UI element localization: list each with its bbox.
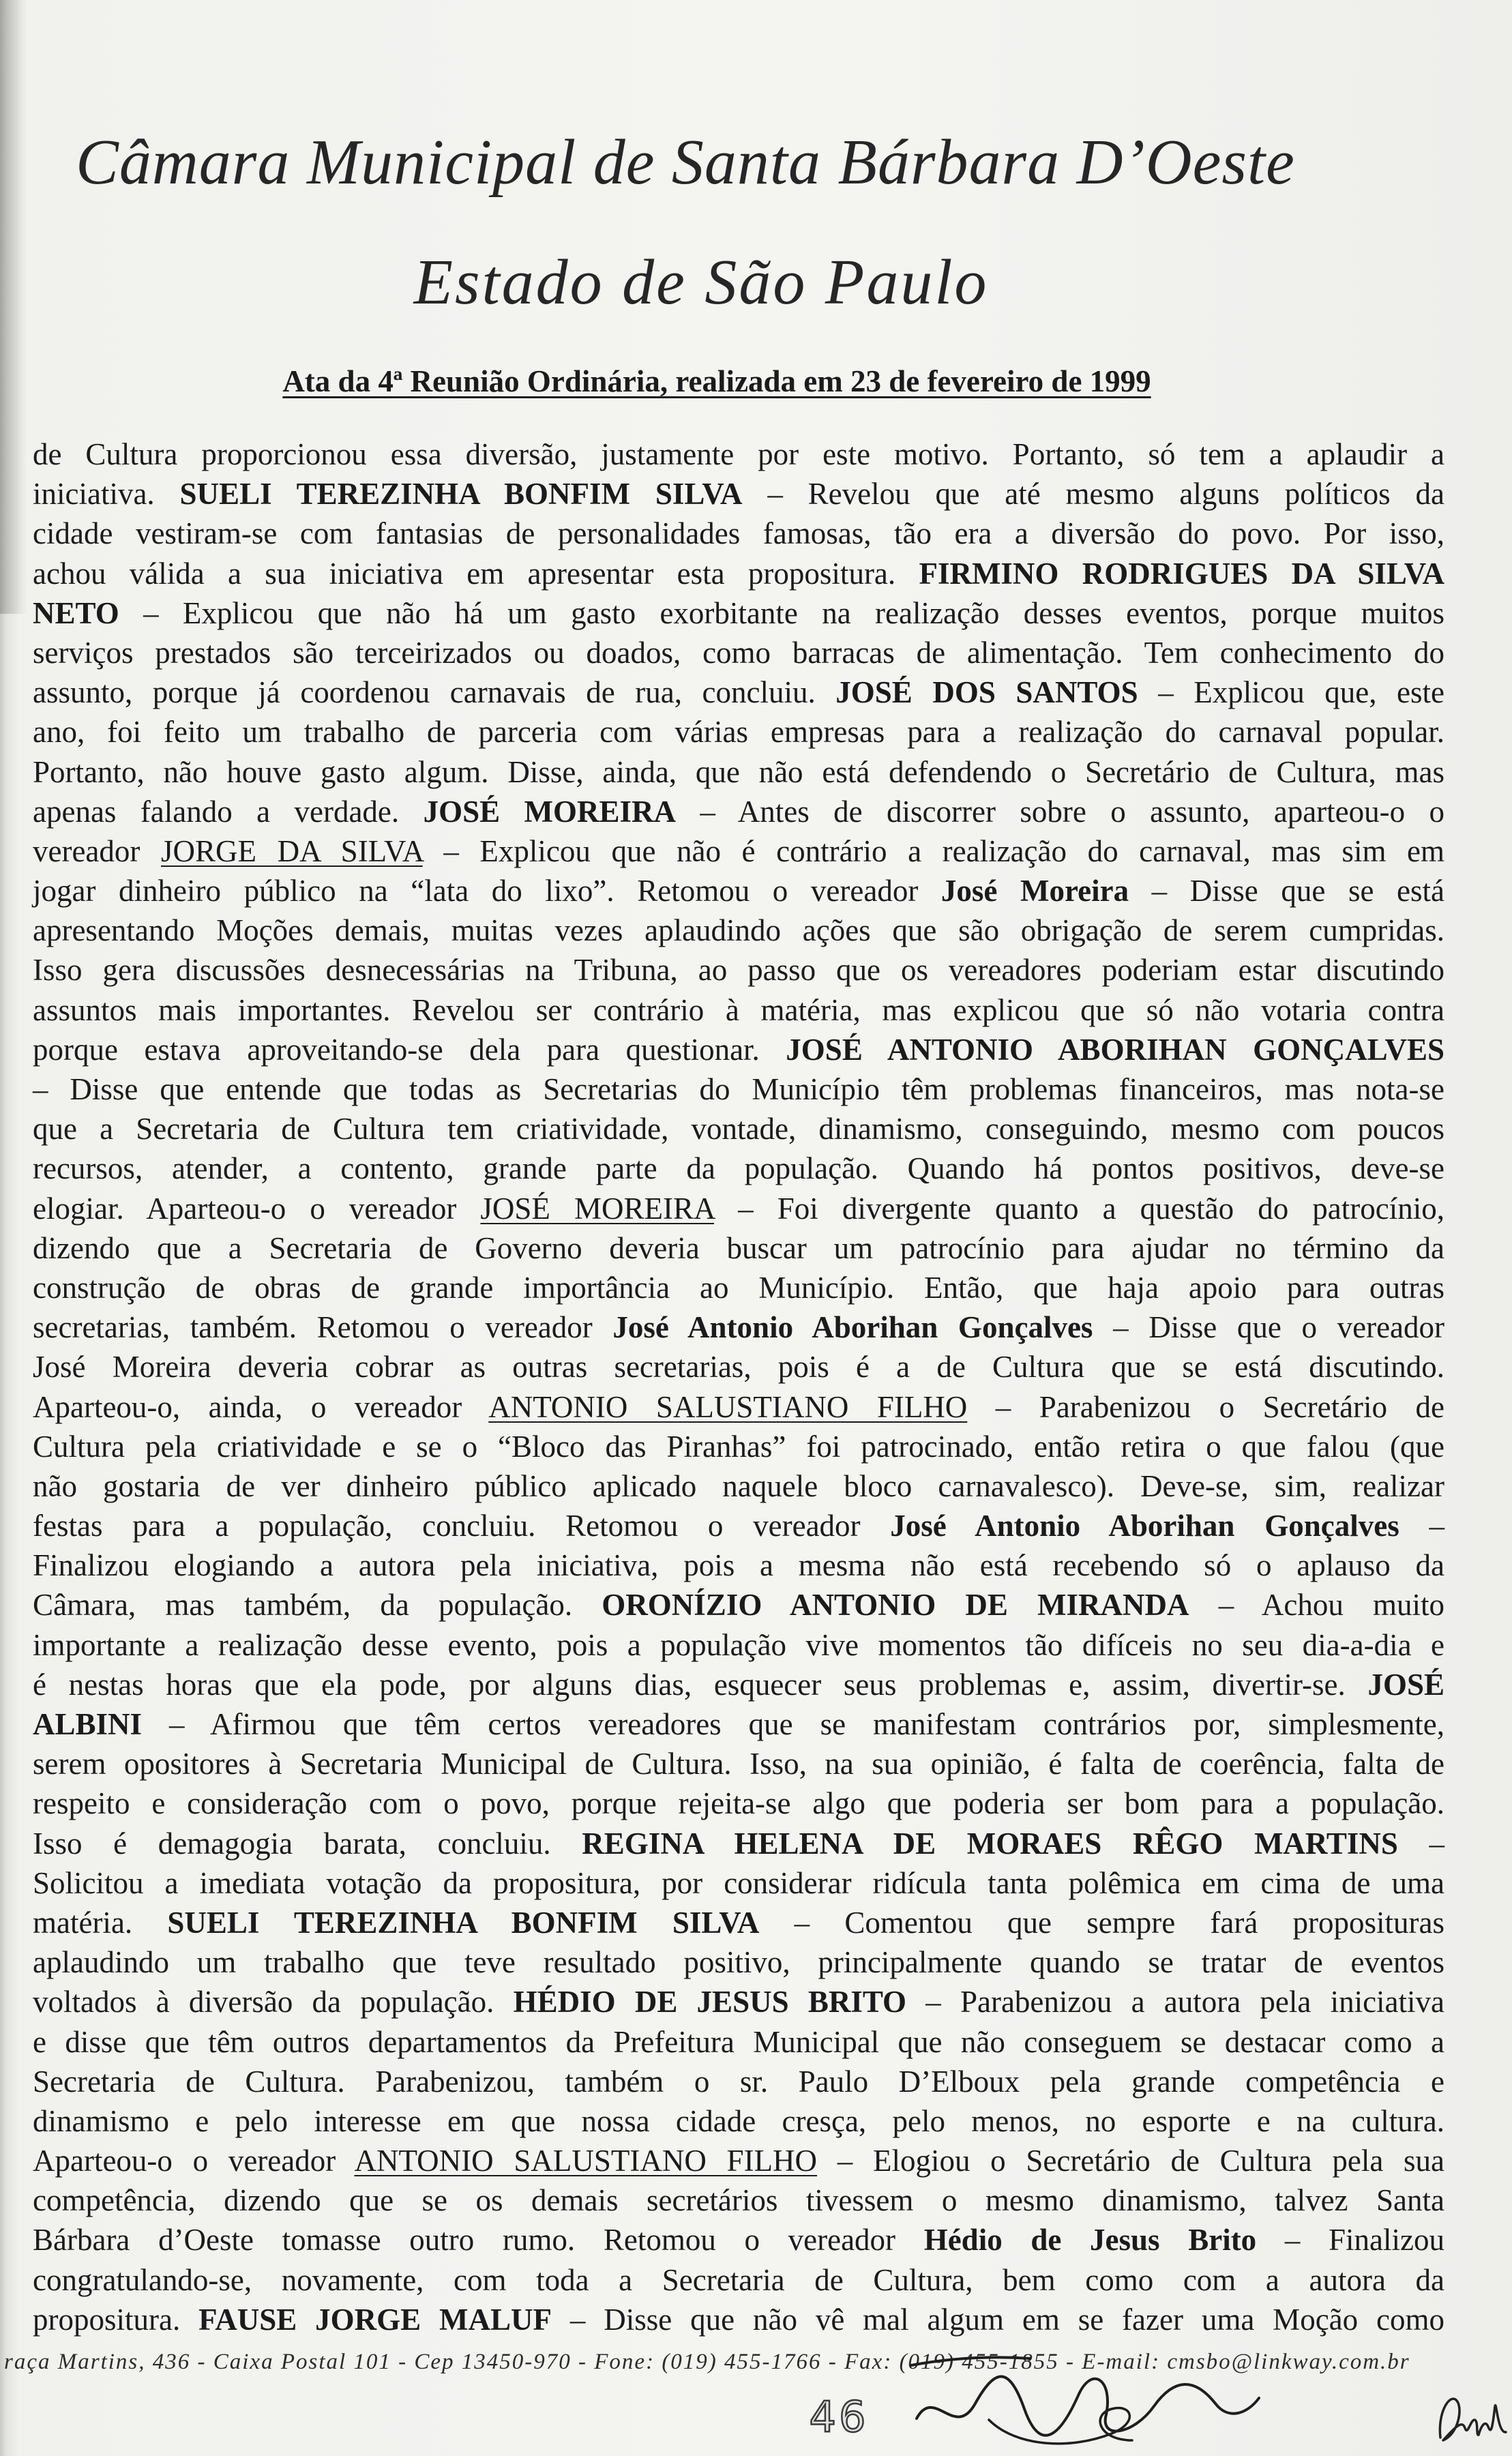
- text-run: Portanto, não houve gasto algum. Disse, ainda, que não está defendendo o Secretário de Cultura, mas: [33, 754, 1444, 789]
- speaker-name: FAUSE JORGE MALUF: [198, 2302, 552, 2337]
- body-line: [33, 1625, 1444, 1665]
- body-line-text: [33, 1030, 1444, 1069]
- body-line: [33, 1704, 1444, 1744]
- speaker-name: Hédio de Jesus Brito: [923, 2223, 1257, 2258]
- text-run: – Explicou que não há um gasto exorbitante na realização desses eventos, porque muitos: [119, 595, 1444, 630]
- body-line-text: [33, 1466, 1444, 1506]
- text-run: assuntos mais importantes. Revelou ser contrário à matéria, mas explicou que só não votaria contra: [33, 992, 1444, 1027]
- body-line: [33, 2300, 1444, 2339]
- body-line-text: [33, 2022, 1444, 2062]
- text-run: – Comentou que sempre fará proposituras: [759, 1905, 1444, 1940]
- body-line-text: [33, 911, 1444, 950]
- text-run: – Finalizou: [1256, 2223, 1444, 2258]
- body-line: [33, 2022, 1444, 2062]
- text-run: apresentando Moções demais, muitas vezes aplaudindo ações que são obrigação de serem cumpridas.: [33, 913, 1444, 948]
- text-run: – Disse que se está: [1129, 874, 1444, 908]
- body-line-text: [33, 792, 1444, 831]
- body-line: [33, 2062, 1444, 2101]
- text-run: secretarias, também. Retomou o vereador: [33, 1310, 613, 1345]
- speaker-name: JOSÉ ANTONIO ABORIHAN GONÇALVES: [786, 1032, 1444, 1067]
- text-run: – Disse que entende que todas as Secretarias do Município têm problemas financeiros, mas nota-se: [33, 1072, 1444, 1106]
- body-line-text: [33, 2300, 1444, 2339]
- text-run: – Achou muito: [1189, 1588, 1444, 1623]
- body-line-text: [33, 554, 1444, 593]
- speaker-name: SUELI TEREZINHA BONFIM SILVA: [179, 477, 743, 512]
- body-line-text: [33, 593, 1444, 633]
- text-run: dizendo que a Secretaria de Governo deveria buscar um patrocínio para ajudar no término da: [33, 1230, 1444, 1265]
- speaker-name: José Antonio Aborihan Gonçalves: [890, 1509, 1399, 1543]
- body-line: [33, 990, 1444, 1030]
- body-line: [33, 1427, 1444, 1466]
- body-line-text: [33, 1982, 1444, 2022]
- body-line: [33, 1149, 1444, 1188]
- text-run: voltados à diversão da população.: [33, 1985, 514, 2019]
- body-line-text: [33, 672, 1444, 712]
- body-line: [33, 1545, 1444, 1585]
- body-line-text: [33, 2180, 1444, 2220]
- body-line-text: [33, 1665, 1444, 1704]
- body-line-text: [33, 712, 1444, 752]
- text-run: assunto, porque já coordenou carnavais de rua, concluiu.: [33, 675, 836, 710]
- speaker-name: José Moreira: [940, 874, 1129, 908]
- body-line-text: [33, 2141, 1444, 2180]
- body-line: [33, 672, 1444, 712]
- body-line-text: [33, 752, 1444, 792]
- body-line: [33, 1982, 1444, 2022]
- speaker-name: SUELI TEREZINHA BONFIM SILVA: [167, 1905, 760, 1940]
- body-line-text: [33, 1625, 1444, 1665]
- body-line: [33, 911, 1444, 950]
- state-name: Estado de São Paulo: [413, 247, 989, 318]
- handwritten-signature: [907, 2338, 1262, 2453]
- body-line: [33, 1228, 1444, 1268]
- body-line: [33, 554, 1444, 593]
- text-run: cidade vestiram-se com fantasias de personalidades famosas, tão era a diversão do povo. Por isso,: [33, 516, 1444, 551]
- body-line: [33, 1307, 1444, 1347]
- text-run: – Explicou que, este: [1138, 675, 1444, 710]
- aparte-councillor-name: ANTONIO SALUSTIANO FILHO: [488, 1389, 968, 1424]
- body-line: [33, 712, 1444, 752]
- body-line: [33, 633, 1444, 672]
- initials-stroke: [1440, 2399, 1506, 2440]
- text-run: Aparteou-o, ainda, o vereador: [33, 1389, 489, 1424]
- body-line-text: [33, 2062, 1444, 2101]
- text-run: serem opositores à Secretaria Municipal de Cultura. Isso, na sua opinião, é falta de coerência, falta de: [33, 1747, 1444, 1781]
- body-line-text: [33, 1149, 1444, 1188]
- body-line-text: [33, 1824, 1444, 1863]
- body-line: [33, 2141, 1444, 2180]
- speaker-name: José Antonio Aborihan Gonçalves: [612, 1310, 1093, 1345]
- text-run: e disse que têm outros departamentos da Prefeitura Municipal que não conseguem se destacar como a: [33, 2024, 1444, 2059]
- initials-signature: [1435, 2386, 1509, 2448]
- body-line: [33, 2180, 1444, 2220]
- body-line-text: [33, 990, 1444, 1030]
- speaker-name: HÉDIO DE JESUS BRITO: [513, 1985, 907, 2019]
- text-run: aplaudindo um trabalho que teve resultado positivo, principalmente quando se tratar de eventos: [33, 1945, 1444, 1980]
- text-run: – Disse que o vereador: [1093, 1310, 1444, 1345]
- body-line: [33, 752, 1444, 792]
- body-line-text: [33, 950, 1444, 990]
- text-run: Finalizou elogiando a autora pela iniciativa, pois a mesma não está recebendo só o aplauso da: [33, 1548, 1444, 1583]
- body-line: [33, 1109, 1444, 1149]
- body-line-text: [33, 871, 1444, 911]
- text-run: respeito e consideração com o povo, porque rejeita-se algo que poderia ser bom para a população.: [33, 1786, 1444, 1821]
- body-line: [33, 1189, 1444, 1228]
- body-line-text: [33, 1427, 1444, 1466]
- page-number: 46: [809, 2392, 869, 2442]
- minutes-title: Ata da 4ª Reunião Ordinária, realizada em 23 de fevereiro de 1999: [282, 364, 1151, 398]
- body-line-text: [33, 2260, 1444, 2300]
- minutes-body: [33, 434, 1444, 2339]
- body-line-text: [33, 1109, 1444, 1149]
- body-line: [33, 1387, 1444, 1427]
- text-run: propositura.: [33, 2302, 199, 2337]
- text-run: – Elogiou o Secretário de Cultura pela sua: [817, 2144, 1445, 2178]
- text-run: – Foi divergente quanto a questão do patrocínio,: [714, 1191, 1444, 1226]
- text-run: porque estava aproveitando-se dela para questionar.: [33, 1032, 786, 1067]
- body-line: [33, 593, 1444, 633]
- body-line: [33, 2101, 1444, 2141]
- text-run: de Cultura proporcionou essa diversão, justamente por este motivo. Portanto, só tem a aplaudir a: [33, 437, 1444, 471]
- speaker-name: JOSÉ: [1367, 1667, 1444, 1702]
- text-run: José Moreira deveria cobrar as outras secretarias, pois é a de Cultura que se está discutindo.: [33, 1350, 1444, 1385]
- body-line: [33, 1506, 1444, 1545]
- text-run: festas para a população, concluiu. Retomou o vereador: [33, 1509, 891, 1543]
- body-line: [33, 1347, 1444, 1387]
- text-run: Bárbara d’Oeste tomasse outro rumo. Retomou o vereador: [33, 2223, 924, 2258]
- text-run: vereador: [33, 833, 161, 868]
- body-line-text: [33, 1744, 1444, 1784]
- body-line-text: [33, 1545, 1444, 1585]
- body-line: [33, 1268, 1444, 1307]
- body-line-text: [33, 1387, 1444, 1427]
- speaker-name: JOSÉ MOREIRA: [423, 794, 676, 829]
- body-line: [33, 434, 1444, 474]
- body-line-text: [33, 1704, 1444, 1744]
- text-run: importante a realização desse evento, pois a população vive momentos tão difíceis no seu dia-a-dia e: [33, 1627, 1444, 1662]
- speaker-name: REGINA HELENA DE MORAES RÊGO MARTINS: [582, 1826, 1398, 1861]
- body-line-text: [33, 1903, 1444, 1942]
- body-line-text: [33, 1228, 1444, 1268]
- text-run: elogiar. Aparteou-o o vereador: [33, 1191, 481, 1226]
- body-line: [33, 1824, 1444, 1863]
- body-line-text: [33, 633, 1444, 672]
- text-run: – Explicou que não é contrário a realização do carnaval, mas sim em: [422, 833, 1444, 868]
- body-line: [33, 1585, 1444, 1625]
- text-run: Isso gera discussões desnecessárias na Tribuna, ao passo que os vereadores poderiam estar discutindo: [33, 953, 1444, 988]
- speaker-name: JOSÉ DOS SANTOS: [835, 675, 1138, 710]
- text-run: competência, dizendo que se os demais secretários tivessem o mesmo dinamismo, talvez Santa: [33, 2183, 1444, 2218]
- body-line: [33, 2220, 1444, 2260]
- speaker-name: FIRMINO RODRIGUES DA SILVA: [919, 556, 1444, 591]
- aparte-councillor-name: ANTONIO SALUSTIANO FILHO: [354, 2144, 818, 2178]
- body-line-text: [33, 2101, 1444, 2141]
- text-run: Isso é demagogia barata, concluiu.: [33, 1826, 582, 1861]
- text-run: –: [1399, 1509, 1444, 1543]
- text-run: Câmara, mas também, da população.: [33, 1588, 602, 1623]
- body-line: [33, 1744, 1444, 1784]
- text-run: – Parabenizou a autora pela iniciativa: [906, 1985, 1444, 2019]
- text-run: apenas falando a verdade.: [33, 794, 424, 829]
- text-run: Secretaria de Cultura. Parabenizou, também o sr. Paulo D’Elboux pela grande competência e: [33, 2064, 1444, 2099]
- body-line-text: [33, 1189, 1444, 1228]
- speaker-name: NETO: [33, 595, 119, 630]
- body-line-text: [33, 1506, 1444, 1545]
- text-run: ano, foi feito um trabalho de parceria com várias empresas para a realização do carnaval popular.: [33, 715, 1444, 750]
- speaker-name: ORONÍZIO ANTONIO DE MIRANDA: [602, 1588, 1189, 1623]
- body-line-text: [33, 831, 1444, 871]
- text-run: – Disse que não vê mal algum em se fazer uma Moção como: [552, 2302, 1444, 2337]
- text-run: matéria.: [33, 1905, 168, 1940]
- text-run: recursos, atender, a contento, grande parte da população. Quando há pontos positivos, deve-se: [33, 1151, 1444, 1186]
- footer-address: raça Martins, 436 - Caixa Postal 101 - Cep 13450-970 - Fone: (019) 455-1766 - Fax: (019) 455-1855 - E-mail: cmsbo@linkway.com.br: [4, 2350, 1410, 2374]
- text-run: – Afirmou que têm certos vereadores que se manifestam contrários por, simplesmente,: [142, 1707, 1444, 1741]
- body-line: [33, 1942, 1444, 1982]
- body-line-text: [33, 1347, 1444, 1387]
- body-line: [33, 2260, 1444, 2300]
- text-run: – Parabenizou o Secretário de: [967, 1389, 1444, 1424]
- body-line-text: [33, 1307, 1444, 1347]
- text-run: –: [1397, 1826, 1445, 1861]
- text-run: – Revelou que até mesmo alguns políticos da: [742, 477, 1444, 512]
- text-run: é nestas horas que ela pode, por alguns dias, esquecer seus problemas e, assim, divertir-se.: [33, 1667, 1368, 1702]
- body-line: [33, 871, 1444, 911]
- body-line: [33, 1903, 1444, 1942]
- body-line-text: [33, 474, 1444, 514]
- text-run: congratulando-se, novamente, com toda a Secretaria de Cultura, bem como com a autora da: [33, 2262, 1444, 2297]
- text-run: iniciativa.: [33, 477, 180, 512]
- text-run: dinamismo e pelo interesse em que nossa cidade cresça, pelo menos, no esporte e na cultura.: [33, 2103, 1444, 2138]
- body-line: [33, 950, 1444, 990]
- body-line: [33, 1863, 1444, 1903]
- body-line-text: [33, 1863, 1444, 1903]
- body-line: [33, 474, 1444, 514]
- text-run: Aparteou-o o vereador: [33, 2144, 355, 2178]
- body-line-text: [33, 1942, 1444, 1982]
- body-line: [33, 1466, 1444, 1506]
- text-run: que a Secretaria de Cultura tem criatividade, vontade, dinamismo, conseguindo, mesmo com poucos: [33, 1112, 1444, 1146]
- signature-stroke: [911, 2357, 1259, 2435]
- body-line-text: [33, 1784, 1444, 1823]
- body-line: [33, 1069, 1444, 1109]
- body-line-text: [33, 1069, 1444, 1109]
- body-line-text: [33, 1268, 1444, 1307]
- body-line: [33, 1784, 1444, 1823]
- body-line: [33, 792, 1444, 831]
- body-line-text: [33, 1585, 1444, 1625]
- body-line-text: [33, 2220, 1444, 2260]
- text-run: serviços prestados são terceirizados ou doados, como barracas de alimentação. Tem conhecimento do: [33, 635, 1444, 670]
- text-run: jogar dinheiro público na “lata do lixo”. Retomou o vereador: [33, 874, 941, 908]
- text-run: Cultura pela criatividade e se o “Bloco das Piranhas” foi patrocinado, então retira o que falou (que: [33, 1429, 1444, 1464]
- body-line: [33, 514, 1444, 553]
- aparte-councillor-name: JOSÉ MOREIRA: [480, 1191, 715, 1226]
- body-line: [33, 1030, 1444, 1069]
- aparte-councillor-name: JORGE DA SILVA: [160, 833, 423, 868]
- text-run: achou válida a sua iniciativa em apresentar esta propositura.: [33, 556, 919, 591]
- speaker-name: ALBINI: [33, 1707, 143, 1741]
- text-run: não gostaria de ver dinheiro público aplicado naquele bloco carnavalesco). Deve-se, sim, realizar: [33, 1468, 1444, 1503]
- body-line: [33, 831, 1444, 871]
- text-run: – Antes de discorrer sobre o assunto, aparteou-o o: [676, 794, 1445, 829]
- body-line-text: [33, 434, 1444, 474]
- text-run: construção de obras de grande importância ao Município. Então, que haja apoio para outras: [33, 1270, 1444, 1305]
- body-line-text: [33, 514, 1444, 553]
- institution-name: Câmara Municipal de Santa Bárbara D’Oeste: [76, 127, 1295, 198]
- text-run: Solicitou a imediata votação da propositura, por considerar ridícula tanta polêmica em cima de uma: [33, 1865, 1444, 1900]
- body-line: [33, 1665, 1444, 1704]
